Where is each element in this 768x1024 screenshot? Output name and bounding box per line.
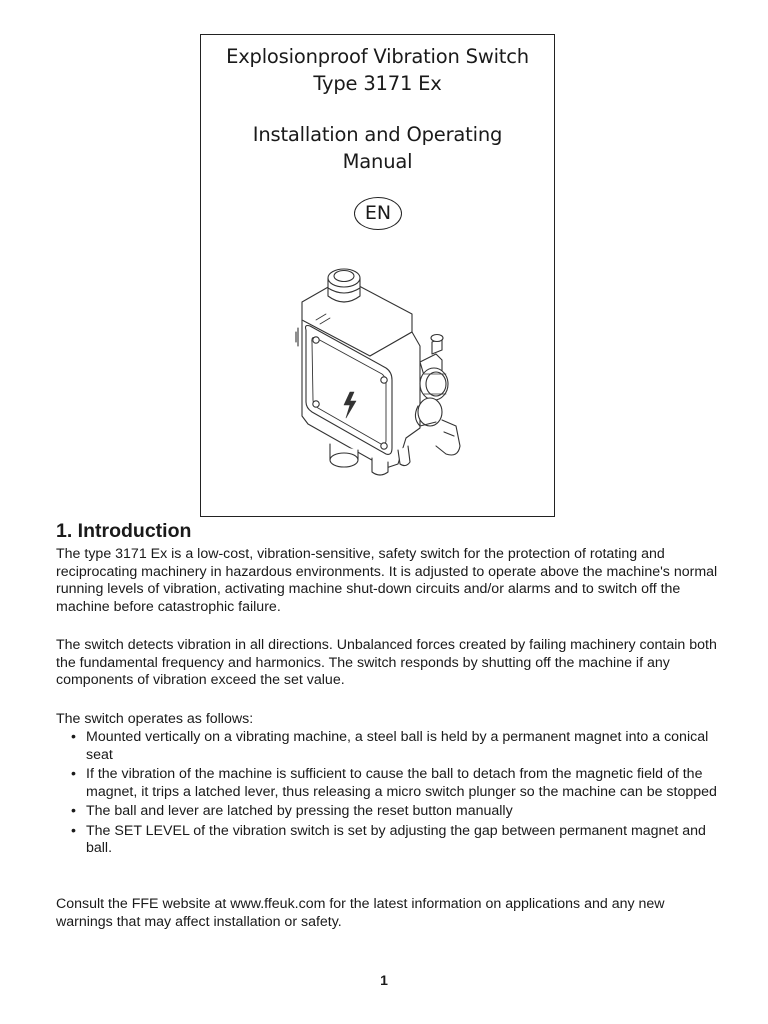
cover-title-line2: Type 3171 Ex [313,72,442,95]
cover-title [201,43,554,97]
cover-box [200,34,555,517]
operation-intro: The switch operates as follows: [56,711,254,727]
language-badge: EN [354,197,402,230]
list-item [56,766,721,801]
list-item [56,729,721,764]
cover-title-line1: Explosionproof Vibration Switch [226,45,529,68]
detection-paragraph: The switch detects vibration in all directions. Unbalanced forces created by failing machinery contain both the fundamental frequency and harmonics. The switch responds by shutting off the machine if any components of vibration exceed the set value. [56,637,717,688]
list-item-text: Mounted vertically on a vibrating machine, a steel ball is held by a permanent magnet into a conical seat [86,729,709,763]
list-item-text: The ball and lever are latched by pressing the reset button manually [86,803,513,819]
vibration-switch-illustration [286,250,476,510]
intro-paragraph: The type 3171 Ex is a low-cost, vibration-sensitive, safety switch for the protection of rotating and reciprocating machinery in hazardous environments. It is adjusted to operate above the machine's normal running levels of vibration, activating machine shut-down circuits and/or alarms and to switch off the machine before catastrophic failure. [56,546,718,615]
cover-subtitle [201,121,554,175]
cover-subtitle-line2: Manual [342,150,413,173]
bullet-marker: • [71,766,76,782]
list-item [56,803,721,821]
bullet-marker: • [71,729,76,745]
operation-list [56,729,721,860]
cover-subtitle-line1: Installation and Operating [252,123,503,146]
page-number: 1 [380,972,388,988]
section-heading: 1. Introduction [56,520,192,542]
bullet-marker: • [71,822,76,839]
list-item [56,823,721,858]
list-item-text: If the vibration of the machine is sufficient to cause the ball to detach from the magnetic field of the magnet, it trips a latched lever, thus releasing a micro switch plunger so the machine can be stopped [86,766,717,800]
website-paragraph: Consult the FFE website at www.ffeuk.com for the latest information on applications and any new warnings that may affect installation or safety. [56,896,665,930]
list-item-text: The SET LEVEL of the vibration switch is set by adjusting the gap between permanent magnet and ball. [86,822,706,856]
bullet-marker: • [71,803,76,819]
